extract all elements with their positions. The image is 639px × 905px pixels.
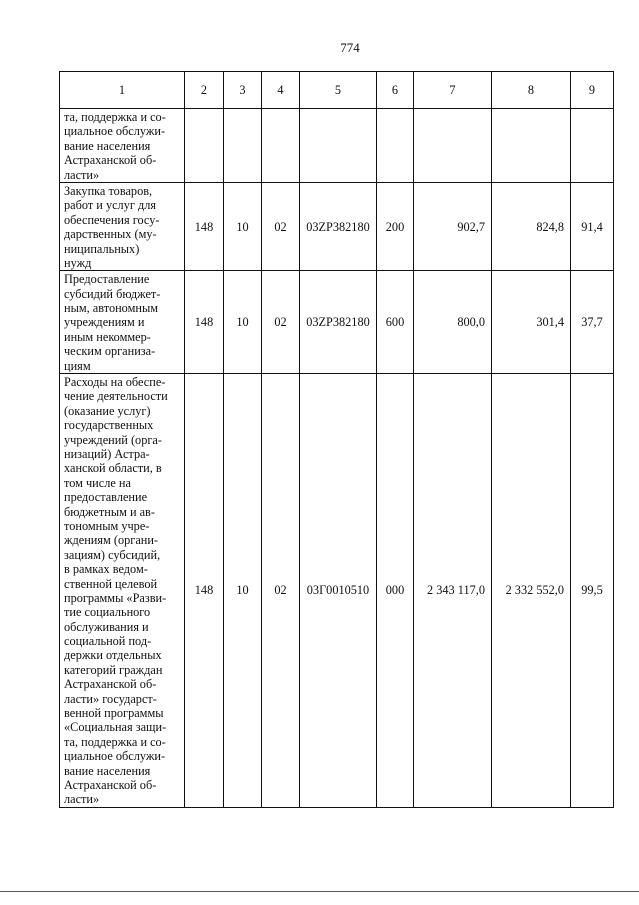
column-header: 7: [414, 72, 492, 109]
cell-subsection: 02: [262, 374, 300, 808]
cell-actual-amount: [492, 109, 571, 183]
cell-target-article: 03Г0010510: [300, 374, 377, 808]
cell-planned-amount: 800,0: [414, 271, 492, 374]
cell-actual-amount: 2 332 552,0: [492, 374, 571, 808]
row-description: Предоставление субсидий бюджет- ным, автономным учреждениям и иным некоммер- ческим организа- циям: [60, 271, 185, 374]
row-description: та, поддержка и со- циальное обслужи- вание населения Астраханской об- ласти»: [60, 109, 185, 183]
table-row: [60, 374, 614, 808]
row-description: Расходы на обеспе- чение деятельности (оказание услуг) государственных учреждений (орга- низаций) Астра- ханской области, в том числе на предоставление бюджетным и ав- тономным учре- ждениям (органи- зациям) субсидий, в рамках ведом- ственной целевой программы «Разви- тие социального обслуживания и социальной под- держки отдельных категорий граждан Астраханской об- ласти» государст- венной программы «Социальная защи- та, поддержка и со- циальное обслужи- вание населения Астраханской об- ласти»: [60, 374, 185, 808]
cell-section: 10: [224, 374, 262, 808]
cell-percent: 37,7: [571, 271, 614, 374]
cell-ministry-code: [185, 109, 224, 183]
cell-planned-amount: 902,7: [414, 182, 492, 270]
cell-expense-type: 600: [377, 271, 414, 374]
cell-target-article: 03ZP382180: [300, 271, 377, 374]
column-header: 9: [571, 72, 614, 109]
budget-table: [59, 71, 614, 808]
budget-table-container: [59, 71, 613, 808]
cell-ministry-code: 148: [185, 374, 224, 808]
column-header: 3: [224, 72, 262, 109]
cell-ministry-code: 148: [185, 271, 224, 374]
column-header: 1: [60, 72, 185, 109]
cell-subsection: [262, 109, 300, 183]
row-description: Закупка товаров, работ и услуг для обеспечения госу- дарственных (му- ниципальных) нужд: [60, 182, 185, 270]
cell-target-article: [300, 109, 377, 183]
cell-target-article: 03ZP382180: [300, 182, 377, 270]
column-header: 5: [300, 72, 377, 109]
cell-percent: [571, 109, 614, 183]
cell-expense-type: [377, 109, 414, 183]
cell-subsection: 02: [262, 271, 300, 374]
table-row: [60, 109, 614, 183]
column-header: 4: [262, 72, 300, 109]
table-row: [60, 182, 614, 270]
cell-planned-amount: [414, 109, 492, 183]
cell-section: 10: [224, 182, 262, 270]
cell-percent: 91,4: [571, 182, 614, 270]
table-row: [60, 271, 614, 374]
cell-subsection: 02: [262, 182, 300, 270]
cell-actual-amount: 301,4: [492, 271, 571, 374]
cell-percent: 99,5: [571, 374, 614, 808]
cell-section: [224, 109, 262, 183]
cell-planned-amount: 2 343 117,0: [414, 374, 492, 808]
page-number: 774: [340, 40, 360, 55]
column-header: 2: [185, 72, 224, 109]
cell-ministry-code: 148: [185, 182, 224, 270]
table-header-row: [60, 72, 614, 109]
cell-actual-amount: 824,8: [492, 182, 571, 270]
cell-section: 10: [224, 271, 262, 374]
column-header: 8: [492, 72, 571, 109]
cell-expense-type: 000: [377, 374, 414, 808]
column-header: 6: [377, 72, 414, 109]
scan-bottom-edge: [0, 891, 639, 892]
cell-expense-type: 200: [377, 182, 414, 270]
